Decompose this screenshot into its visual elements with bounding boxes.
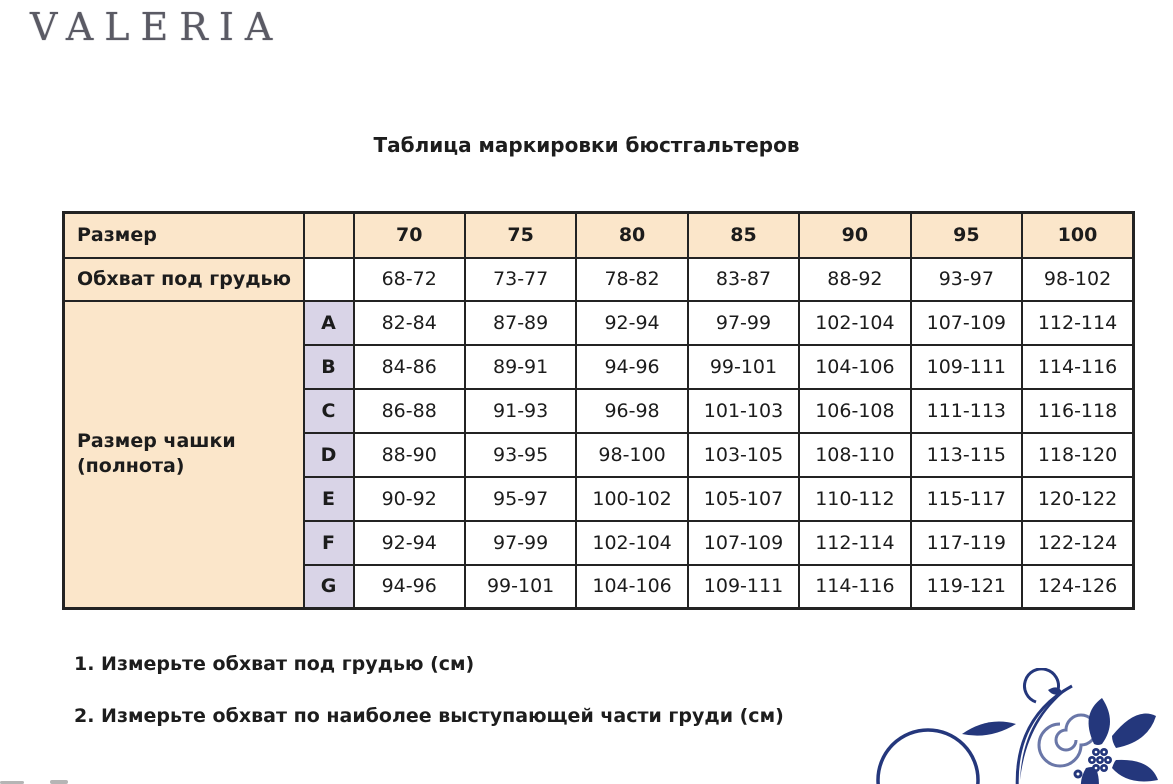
cup-value: 82-84 [354, 301, 465, 345]
cup-value: 94-96 [576, 345, 687, 389]
cup-value: 107-109 [688, 521, 799, 565]
cup-value: 109-111 [688, 565, 799, 609]
cup-value: 97-99 [465, 521, 576, 565]
underbust-value: 93-97 [911, 258, 1022, 301]
cup-value: 100-102 [576, 477, 687, 521]
cup-value: 122-124 [1022, 521, 1133, 565]
cup-value: 105-107 [688, 477, 799, 521]
size-value: 95 [911, 213, 1022, 258]
underbust-value: 73-77 [465, 258, 576, 301]
empty-cell [304, 258, 354, 301]
cup-letter: C [304, 389, 354, 433]
underbust-value: 98-102 [1022, 258, 1133, 301]
cup-value: 118-120 [1022, 433, 1133, 477]
cup-value: 84-86 [354, 345, 465, 389]
cup-value: 112-114 [1022, 301, 1133, 345]
brand-logo: VALERIA [30, 5, 284, 49]
size-header-row [64, 213, 1134, 258]
size-value: 75 [465, 213, 576, 258]
cup-value: 89-91 [465, 345, 576, 389]
cup-value: 124-126 [1022, 565, 1133, 609]
cup-value: 101-103 [688, 389, 799, 433]
cup-value: 114-116 [1022, 345, 1133, 389]
cup-value: 104-106 [799, 345, 910, 389]
cup-value: 115-117 [911, 477, 1022, 521]
size-value: 70 [354, 213, 465, 258]
cup-block-label: Размер чашки (полнота) [64, 301, 304, 609]
size-row-label: Размер [64, 213, 304, 258]
instruction-2: 2. Измерьте обхват по наиболее выступающей части груди (см) [74, 704, 784, 727]
cup-value: 103-105 [688, 433, 799, 477]
size-value: 80 [576, 213, 687, 258]
cup-value: 114-116 [799, 565, 910, 609]
cup-value: 106-108 [799, 389, 910, 433]
cup-value: 92-94 [576, 301, 687, 345]
cup-row-A [64, 301, 1134, 345]
cup-value: 99-101 [465, 565, 576, 609]
cup-letter: A [304, 301, 354, 345]
cup-value: 93-95 [465, 433, 576, 477]
cup-letter: D [304, 433, 354, 477]
cup-value: 96-98 [576, 389, 687, 433]
cup-letter: F [304, 521, 354, 565]
underbust-value: 78-82 [576, 258, 687, 301]
size-value: 90 [799, 213, 910, 258]
cup-value: 88-90 [354, 433, 465, 477]
size-value: 100 [1022, 213, 1133, 258]
bra-size-table [62, 211, 1135, 610]
underbust-value: 83-87 [688, 258, 799, 301]
cup-value: 86-88 [354, 389, 465, 433]
empty-cell [304, 213, 354, 258]
underbust-row [64, 258, 1134, 301]
cup-value: 87-89 [465, 301, 576, 345]
cutoff-content-mark [50, 780, 68, 784]
cup-value: 117-119 [911, 521, 1022, 565]
page-title: Таблица маркировки бюстгальтеров [373, 133, 800, 157]
cup-value: 113-115 [911, 433, 1022, 477]
cup-value: 120-122 [1022, 477, 1133, 521]
underbust-value: 68-72 [354, 258, 465, 301]
cup-value: 112-114 [799, 521, 910, 565]
cup-value: 104-106 [576, 565, 687, 609]
cup-value: 109-111 [911, 345, 1022, 389]
measuring-instructions [74, 652, 784, 755]
floral-ornament-icon [870, 668, 1160, 784]
cup-letter: E [304, 477, 354, 521]
cup-value: 110-112 [799, 477, 910, 521]
cup-letter: G [304, 565, 354, 609]
cup-value: 90-92 [354, 477, 465, 521]
cup-value: 107-109 [911, 301, 1022, 345]
cup-value: 116-118 [1022, 389, 1133, 433]
cup-value: 111-113 [911, 389, 1022, 433]
cup-value: 97-99 [688, 301, 799, 345]
cup-value: 94-96 [354, 565, 465, 609]
underbust-value: 88-92 [799, 258, 910, 301]
cup-value: 98-100 [576, 433, 687, 477]
size-value: 85 [688, 213, 799, 258]
cup-letter: B [304, 345, 354, 389]
cup-value: 119-121 [911, 565, 1022, 609]
cup-value: 102-104 [799, 301, 910, 345]
instruction-1: 1. Измерьте обхват под грудью (см) [74, 653, 475, 675]
cup-value: 108-110 [799, 433, 910, 477]
cup-value: 102-104 [576, 521, 687, 565]
cup-value: 99-101 [688, 345, 799, 389]
underbust-row-label: Обхват под грудью [64, 258, 304, 301]
cup-value: 95-97 [465, 477, 576, 521]
cup-value: 91-93 [465, 389, 576, 433]
cup-value: 92-94 [354, 521, 465, 565]
